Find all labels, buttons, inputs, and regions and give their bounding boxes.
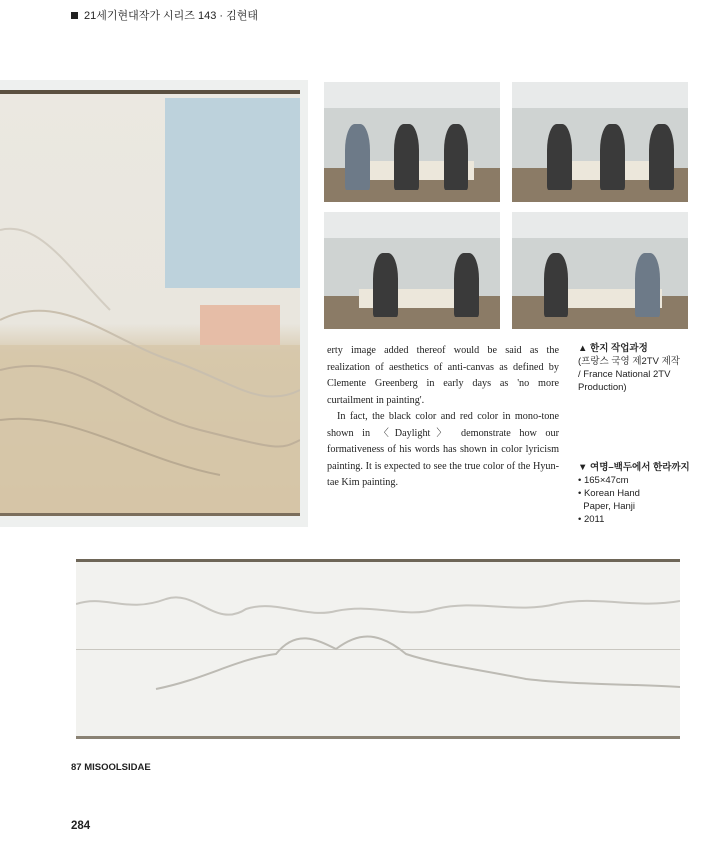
relief-texture: [0, 90, 300, 515]
artwork-details-list: [578, 474, 703, 526]
painting-canvas: [0, 90, 300, 515]
artwork-caption: [578, 461, 703, 526]
photo-workshop-1: [324, 82, 500, 202]
photo-caption-line: (프랑스 국영 제2TV 제작: [578, 356, 680, 367]
photo-caption: [578, 342, 703, 394]
painting-image-bottom: [72, 557, 686, 737]
article-paragraph: In fact, the black color and red color in mono-tone shown in 〈Daylight〉 demonstrate how our formativeness of his words has shown in color lyricism painting. It is expected to see the true color of the Hyun-tae Kim painting.: [327, 411, 559, 488]
series-header: [71, 7, 258, 23]
photo-workshop-2: [512, 82, 688, 202]
photo-workshop-3: [324, 212, 500, 329]
article-paragraph: erty image added thereof would be said as the realization of aesthetics of anti-canvas as defined by Clemente Greenberg in early days as 'no more curtailment in painting'.: [327, 345, 559, 406]
artwork-caption-title: ▼ 여명–백두에서 한라까지: [578, 462, 690, 473]
article-body: [327, 343, 559, 492]
artwork-detail: Paper, Hanji: [578, 501, 636, 512]
photo-workshop-4: [512, 212, 688, 329]
page-number: 284: [71, 820, 91, 832]
series-header-text: 21세기현대작가 시리즈 143 · 김현태: [84, 10, 258, 22]
photo-caption-line: Production): [578, 382, 627, 393]
artwork-detail: • Korean Hand: [578, 488, 640, 499]
artwork-detail: • 2011: [578, 514, 605, 525]
square-bullet-icon: [71, 12, 78, 19]
photo-caption-title: ▲ 한지 작업과정: [578, 343, 648, 354]
magazine-footer: 87 MISOOLSIDAE: [71, 762, 151, 773]
mountain-relief: [76, 559, 680, 733]
artwork-detail: • 165×47cm: [578, 475, 629, 486]
photo-caption-line: / France National 2TV: [578, 369, 671, 380]
painting-image-left: [0, 80, 308, 527]
